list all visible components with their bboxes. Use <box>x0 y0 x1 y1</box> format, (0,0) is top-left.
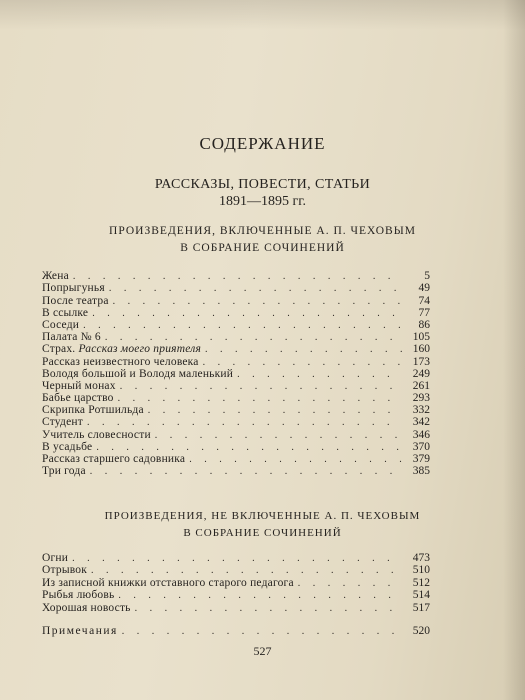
page-number: 527 <box>253 644 272 658</box>
toc-entry-title <box>42 295 109 307</box>
toc-entry-page: 293 <box>412 392 430 405</box>
toc-entry-title-text: Хорошая новость <box>42 601 131 614</box>
toc-entry <box>42 392 430 404</box>
toc-entry-title-text: Из записной книжки отставного старого педагога <box>42 576 294 589</box>
toc-entry-title <box>42 380 116 392</box>
toc-entry-page: 74 <box>418 294 430 307</box>
toc-entry-title <box>42 319 79 331</box>
dot-leader <box>109 284 402 294</box>
toc-entry <box>42 601 430 614</box>
toc-section1 <box>42 270 430 477</box>
toc-entry-page: 514 <box>412 589 430 602</box>
toc-entry-title <box>42 465 86 477</box>
toc-entry-page: 173 <box>412 355 430 368</box>
toc-entry-title <box>42 552 68 564</box>
toc-entry <box>42 368 430 380</box>
toc-entry-title-text: Черный монах <box>42 379 116 392</box>
toc-entry <box>42 453 430 465</box>
section2-heading-line2: В СОБРАНИЕ СОЧИНЕНИЙ <box>183 527 342 539</box>
section1-heading-line2: В СОБРАНИЕ СОЧИНЕНИЙ <box>180 242 345 254</box>
toc-entry-title-text: Рыбья любовь <box>42 589 115 602</box>
toc-entry-title-text: Володя большой и Володя маленький <box>42 367 234 380</box>
toc-entry-page: 261 <box>412 379 430 392</box>
toc-entry-title <box>42 270 69 282</box>
toc-entry <box>42 465 430 477</box>
toc-entry-title-text: Рассказ неизвестного человека <box>42 355 199 368</box>
toc-entry-page: 86 <box>418 318 430 331</box>
toc-entry-page: 385 <box>412 465 430 478</box>
toc-entry <box>42 294 430 306</box>
toc-entry <box>42 589 430 602</box>
toc-section2 <box>42 551 430 614</box>
toc-entry-title-text: Страх. <box>42 343 76 356</box>
toc-entry <box>42 343 430 355</box>
notes-entry <box>42 625 430 637</box>
toc-entry-title <box>42 331 101 343</box>
toc-entry-title-text: Отрывок <box>42 564 88 577</box>
dot-leader <box>298 579 402 589</box>
toc-entry-title <box>42 282 105 294</box>
toc-entry-title <box>42 564 87 576</box>
toc-entry-title: Примечания <box>42 625 118 638</box>
section2-heading-line1: ПРОИЗВЕДЕНИЯ, НЕ ВКЛЮЧЕННЫЕ А. П. ЧЕХОВЫМ <box>104 510 421 522</box>
toc-entry-page: 520 <box>412 625 430 638</box>
toc-entry-title <box>42 602 131 614</box>
toc-entry-title <box>42 441 92 453</box>
toc-entry-page: 342 <box>412 416 430 429</box>
toc-entry-title <box>42 356 199 368</box>
toc-entry-title-text: Соседи <box>42 318 80 331</box>
toc-entry-page: 332 <box>412 404 430 417</box>
dot-leader <box>203 358 402 368</box>
toc-entry-title <box>42 368 233 380</box>
toc-entry-notes <box>42 625 430 637</box>
toc-entry-title-text: Студент <box>42 416 83 429</box>
toc-entry-title <box>42 589 114 601</box>
toc-entry <box>42 551 430 564</box>
toc-entry-page: 5 <box>424 270 430 283</box>
toc-entry-subtitle: Рассказ моего приятеля <box>78 343 201 356</box>
toc-entry <box>42 564 430 577</box>
dot-leader <box>122 627 402 637</box>
toc-entry <box>42 319 430 331</box>
dot-leader <box>91 566 402 576</box>
dot-leader <box>205 345 402 355</box>
dot-leader <box>118 394 402 404</box>
toc-entry-title <box>42 577 294 589</box>
toc-entry-title-text: В усадьбе <box>42 440 93 453</box>
toc-entry-title-text: В ссылке <box>42 306 89 319</box>
toc-entry-page: 105 <box>412 331 430 344</box>
collection-subtitle: РАССКАЗЫ, ПОВЕСТИ, СТАТЬИ <box>154 177 371 192</box>
toc-entry <box>42 428 430 440</box>
toc-entry-title-text: После театра <box>42 294 109 307</box>
toc-entry-page: 512 <box>412 576 430 589</box>
toc-entry-page: 517 <box>412 601 430 614</box>
dot-leader <box>90 467 402 477</box>
toc-entry-title-text: Рассказ старшего садовника <box>42 453 186 465</box>
toc-entry <box>42 270 430 282</box>
toc-entry-title-text: Огни <box>42 551 69 564</box>
dot-leader <box>87 418 402 428</box>
toc-entry-title-text: Учитель словесности <box>42 428 151 441</box>
toc-entry <box>42 282 430 294</box>
page-title: СОДЕРЖАНИЕ <box>199 134 326 153</box>
toc-entry-page: 49 <box>418 282 430 295</box>
toc-entry <box>42 380 430 392</box>
dot-leader <box>113 297 402 307</box>
toc-entry-title-text: Бабье царство <box>42 392 114 405</box>
toc-entry <box>42 441 430 453</box>
toc-entry-title-text: Палата № 6 <box>42 331 101 344</box>
toc-entry <box>42 355 430 367</box>
dot-leader <box>237 370 402 380</box>
dot-leader <box>92 309 402 319</box>
dot-leader <box>83 321 402 331</box>
dot-leader <box>120 382 402 392</box>
toc-entry-title <box>42 429 151 441</box>
toc-entry-title <box>42 453 185 465</box>
dot-leader <box>155 431 402 441</box>
toc-entry <box>42 307 430 319</box>
toc-entry-page: 77 <box>418 306 430 319</box>
toc-entry-page: 249 <box>412 367 430 380</box>
toc-entry-title-text: Скрипка Ротшильда <box>42 404 144 417</box>
dot-leader <box>148 406 402 416</box>
collection-years: 1891—1895 гг. <box>219 194 306 209</box>
dot-leader <box>105 333 402 343</box>
toc-entry <box>42 576 430 589</box>
toc-entry <box>42 416 430 428</box>
toc-entry-page: 160 <box>412 343 430 356</box>
toc-entry-title-text: Попрыгунья <box>42 282 105 295</box>
toc-entry-title <box>42 392 114 404</box>
dot-leader <box>118 591 402 601</box>
toc-entry-title-text: Три года <box>42 465 86 478</box>
dot-leader <box>96 443 402 453</box>
toc-entry-page: 510 <box>412 564 430 577</box>
toc-entry-title <box>42 404 144 416</box>
dot-leader <box>135 604 402 614</box>
dot-leader <box>189 455 402 465</box>
toc-entry-page: 473 <box>412 551 430 564</box>
section1-heading-line1: ПРОИЗВЕДЕНИЯ, ВКЛЮЧЕННЫЕ А. П. ЧЕХОВЫМ <box>109 225 416 237</box>
toc-entry-page: 346 <box>412 428 430 441</box>
toc-entry-title <box>42 416 83 428</box>
toc-entry-title <box>42 307 88 319</box>
toc-entry <box>42 331 430 343</box>
toc-entry <box>42 404 430 416</box>
toc-entry-title <box>42 343 201 355</box>
toc-entry-page: 379 <box>412 453 430 465</box>
dot-leader <box>72 554 402 564</box>
toc-entry-title-text: Жена <box>42 270 69 283</box>
toc-entry-page: 370 <box>412 440 430 453</box>
dot-leader <box>73 272 402 282</box>
